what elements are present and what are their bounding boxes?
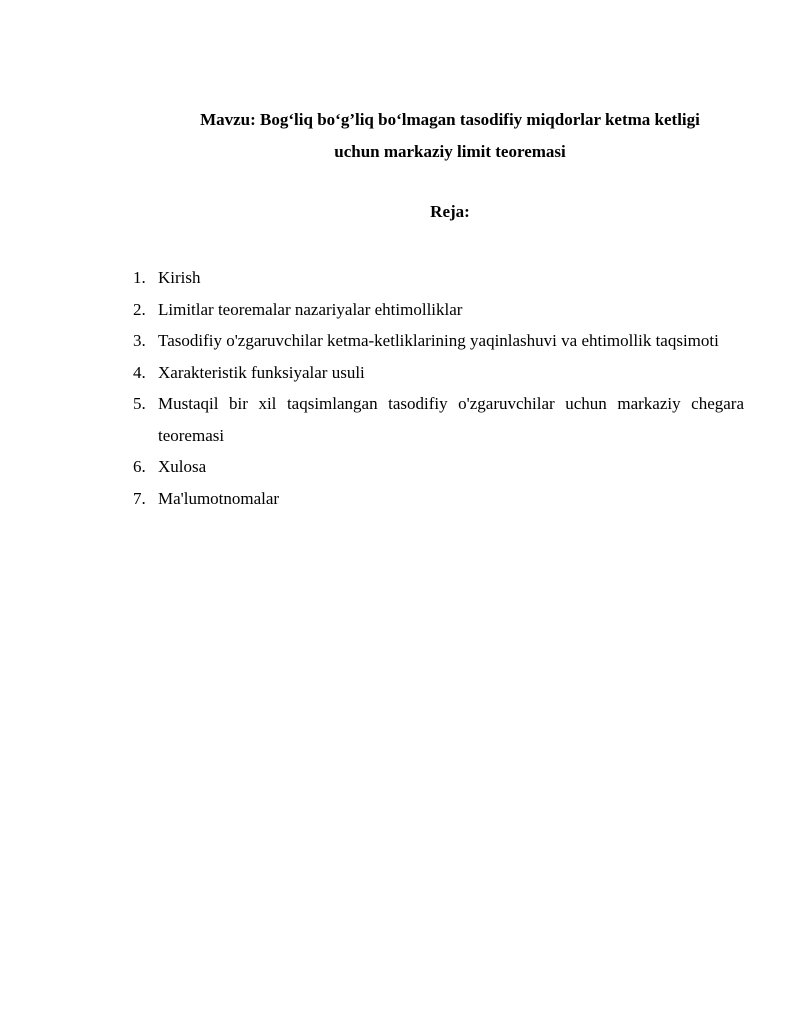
plan-item-3	[133, 325, 744, 357]
title-line-1: Mavzu: Bog‘liq bo‘g’liq bo‘lmagan tasodifiy miqdorlar ketma ketligi	[200, 110, 700, 129]
plan-item-text: Xarakteristik funksiyalar usuli	[158, 362, 365, 382]
plan-item-text: Kirish	[158, 268, 201, 287]
plan-item-2	[133, 294, 744, 326]
plan-item-1	[133, 262, 744, 294]
document-title	[120, 104, 780, 168]
plan-item-number: 1.	[133, 268, 146, 287]
plan-item-4	[133, 357, 744, 389]
plan-list	[133, 262, 744, 514]
plan-item-number: 3.	[133, 331, 146, 350]
plan-item-text: Xulosa	[158, 457, 207, 476]
plan-item-number: 4.	[133, 362, 146, 382]
plan-heading: Reja:	[430, 202, 470, 221]
plan-item-text: Tasodifiy o'zgaruvchilar ketma-ketliklarining yaqinlashuvi va ehtimollik taqsimoti	[158, 331, 719, 350]
plan-item-number: 5.	[133, 394, 146, 413]
title-line-2: uchun markaziy limit teoremasi	[334, 142, 566, 161]
plan-item-number: 2.	[133, 299, 146, 319]
plan-item-text: Ma'lumotnomalar	[158, 488, 280, 508]
plan-item-text: Mustaqil bir xil taqsimlangan tasodifiy o'zgaruvchilar uchun markaziy chegara teoremasi	[158, 394, 744, 445]
plan-item-6	[133, 451, 744, 483]
plan-item-text: Limitlar teoremalar nazariyalar ehtimolliklar	[158, 299, 463, 319]
plan-item-number: 7.	[133, 488, 146, 508]
plan-item-number: 6.	[133, 457, 146, 476]
plan-item-5	[133, 388, 744, 451]
plan-item-7	[133, 483, 744, 515]
